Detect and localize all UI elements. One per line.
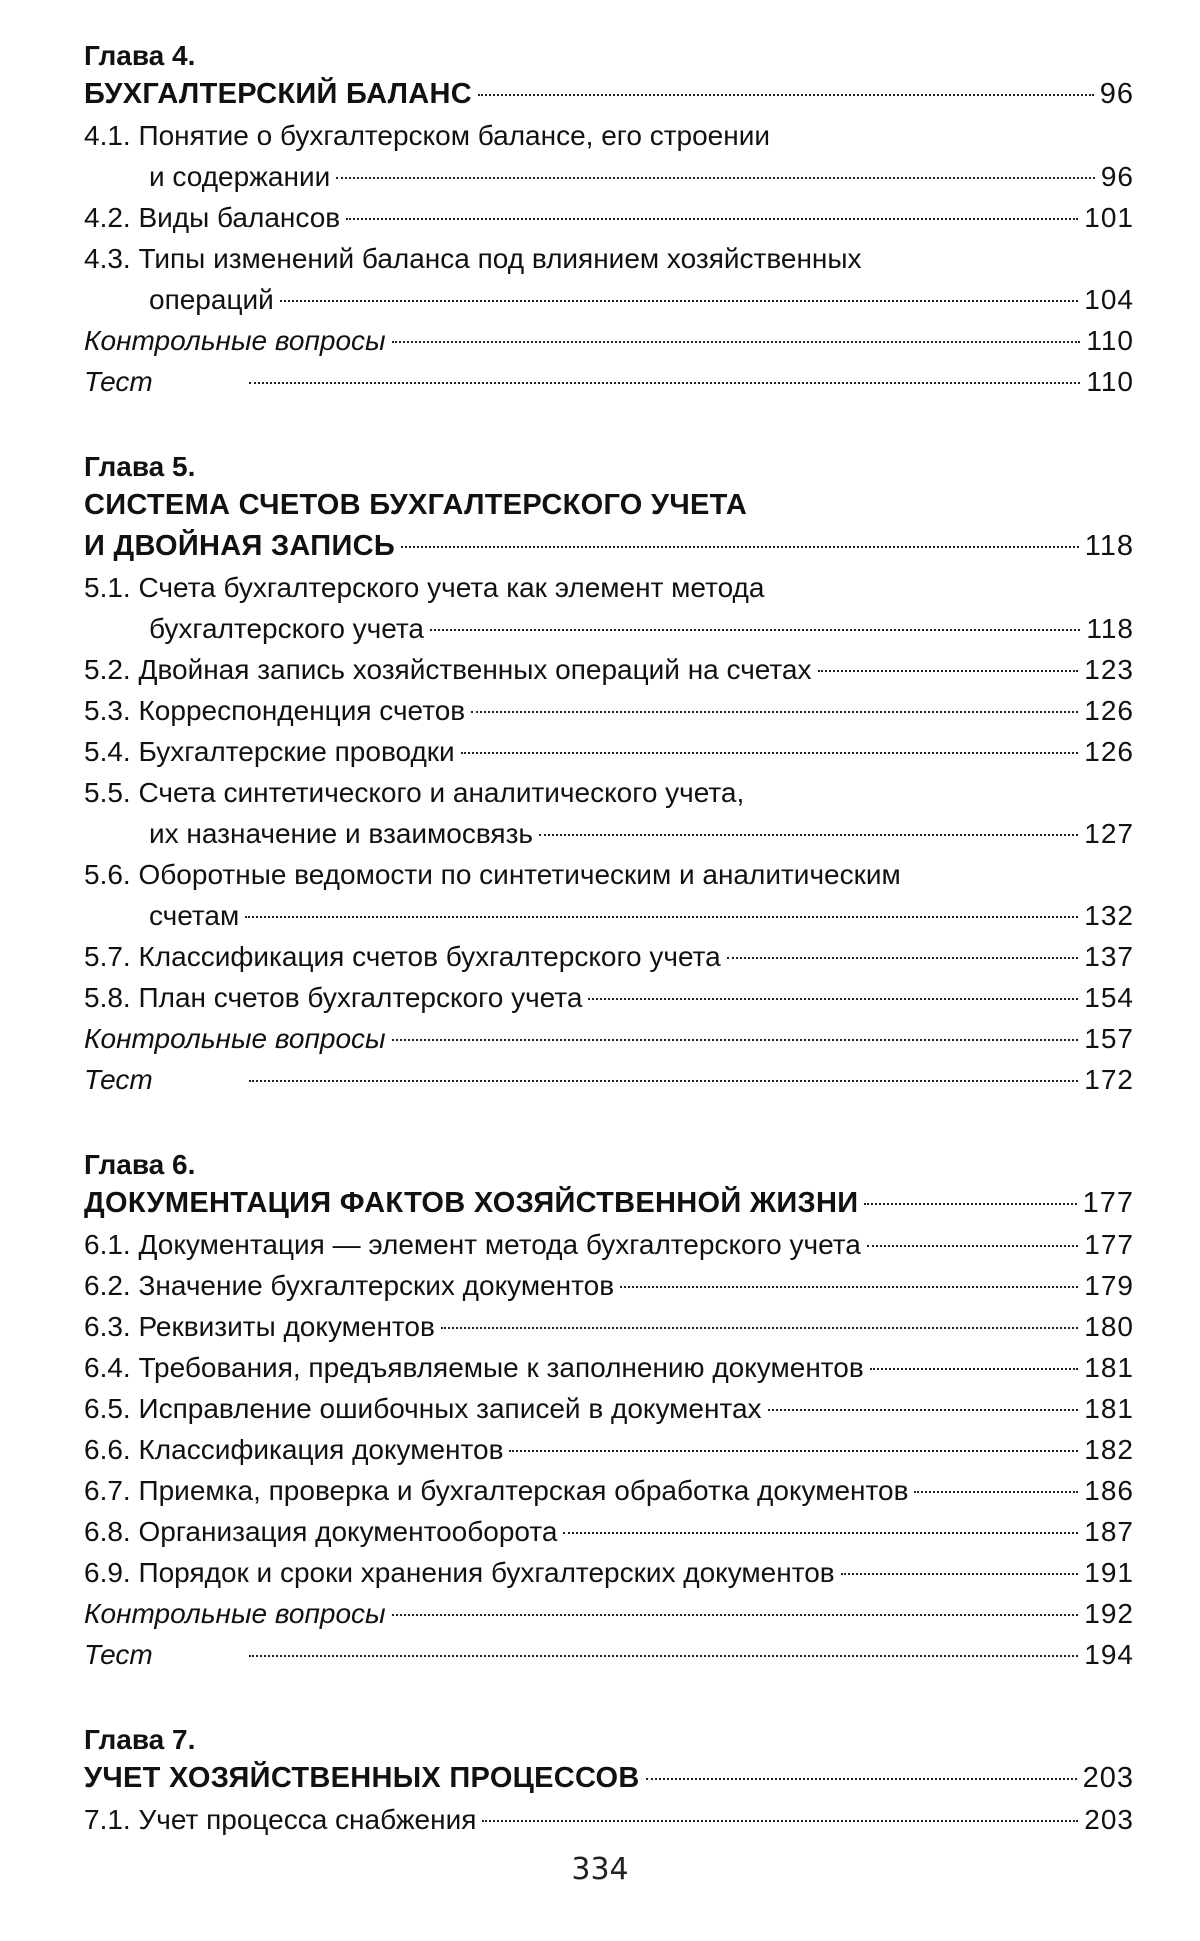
toc-entry-line: 5.5. Счета синтетического и аналитического учета, [84, 777, 745, 808]
toc-entry-page-number: 203 [1084, 1804, 1134, 1835]
toc-entry-page-number: 181 [1084, 1393, 1134, 1424]
toc-entry-page-number: 126 [1084, 736, 1134, 767]
toc-entry [84, 1018, 1134, 1059]
toc-entry-page-number: 191 [1084, 1557, 1134, 1588]
toc-entry-text: счетам [149, 900, 240, 931]
toc-entry-page-number: 187 [1084, 1516, 1134, 1547]
toc-entry-text: 6.9. Порядок и сроки хранения бухгалтерских документов [84, 1557, 835, 1588]
dot-leader [471, 711, 1078, 713]
toc-entry [84, 1429, 1134, 1470]
toc-entry-line: 4.1. Понятие о бухгалтерском балансе, его строении [84, 120, 770, 151]
toc-entry-text: Контрольные вопросы [84, 325, 386, 356]
chapter-title-page-number: 96 [1099, 78, 1134, 110]
toc-entry-text: Тест [84, 1064, 153, 1095]
toc-entry [84, 361, 1134, 402]
chapter-title-text: И ДВОЙНАЯ ЗАПИСЬ [84, 530, 395, 562]
toc-entry-page-number: 181 [1084, 1352, 1134, 1383]
toc-entry-page-number: 123 [1084, 654, 1134, 685]
dot-leader [346, 218, 1078, 220]
dot-leader [841, 1573, 1079, 1575]
chapter-title [84, 1758, 1134, 1799]
toc-entry-text: 6.4. Требования, предъявляемые к заполнению документов [84, 1352, 864, 1383]
dot-leader [509, 1450, 1078, 1452]
toc-entry-text: 6.6. Классификация документов [84, 1434, 504, 1465]
toc-entry-text: 5.8. План счетов бухгалтерского учета [84, 982, 583, 1013]
toc-entry-text: Тест [84, 366, 153, 397]
dot-leader [482, 1820, 1078, 1822]
toc-entry-page-number: 110 [1086, 325, 1134, 356]
toc-entry-text: Контрольные вопросы [84, 1023, 386, 1054]
chapter-section [84, 1722, 1134, 1840]
toc-entry-page-number: 172 [1084, 1064, 1134, 1095]
toc-entry [84, 1799, 1134, 1840]
dot-leader [539, 834, 1078, 836]
toc-entry-text: 5.3. Корреспонденция счетов [84, 695, 466, 726]
toc-entry-text: 6.5. Исправление ошибочных записей в документах [84, 1393, 762, 1424]
toc-entry-text: 6.8. Организация документооборота [84, 1516, 558, 1547]
dot-leader [280, 300, 1079, 302]
dot-leader [392, 1614, 1079, 1616]
dot-leader [867, 1245, 1078, 1247]
toc-entry-line: 5.1. Счета бухгалтерского учета как элемент метода [84, 572, 765, 603]
chapter-section [84, 38, 1134, 402]
toc-entry [84, 156, 1134, 197]
dot-leader [727, 957, 1079, 959]
dot-leader [563, 1532, 1078, 1534]
toc-entry [84, 1306, 1134, 1347]
toc-entry-text: 6.7. Приемка, проверка и бухгалтерская обработка документов [84, 1475, 909, 1506]
chapter-title-text: БУХГАЛТЕРСКИЙ БАЛАНС [84, 78, 473, 110]
chapter-label: Глава 6. [84, 1149, 196, 1180]
toc-entry [84, 649, 1134, 690]
toc-entry [84, 1265, 1134, 1306]
toc-entry-page-number: 104 [1084, 284, 1134, 315]
dot-leader [401, 546, 1079, 548]
toc-entry-page-number: 194 [1084, 1639, 1134, 1670]
dot-leader [392, 341, 1081, 343]
toc-entry-text: 6.3. Реквизиты документов [84, 1311, 435, 1342]
toc-entry-page-number: 126 [1084, 695, 1134, 726]
toc-entry [84, 1511, 1134, 1552]
dot-leader [249, 1080, 1079, 1082]
toc-entry-text: 6.2. Значение бухгалтерских документов [84, 1270, 615, 1301]
chapter-title-line: СИСТЕМА СЧЕТОВ БУХГАЛТЕРСКОГО УЧЕТА [84, 489, 748, 521]
toc-entry-text: 6.1. Документация — элемент метода бухгалтерского учета [84, 1229, 861, 1260]
chapter-title-page-number: 177 [1082, 1187, 1134, 1219]
dot-leader [249, 1655, 1079, 1657]
chapter-title-text: ДОКУМЕНТАЦИЯ ФАКТОВ ХОЗЯЙСТВЕННОЙ ЖИЗНИ [84, 1187, 859, 1219]
toc-entry-text: 5.2. Двойная запись хозяйственных операций на счетах [84, 654, 812, 685]
dot-leader [478, 94, 1094, 96]
toc-entry-page-number: 180 [1084, 1311, 1134, 1342]
chapter-title-page-number: 203 [1082, 1762, 1134, 1794]
toc-entry-page-number: 101 [1084, 202, 1134, 233]
toc-entry [84, 1388, 1134, 1429]
toc-entry-page-number: 157 [1084, 1023, 1134, 1054]
toc-entry [84, 1347, 1134, 1388]
dot-leader [768, 1409, 1079, 1411]
toc-entry-page-number: 186 [1084, 1475, 1134, 1506]
toc-entry [84, 1552, 1134, 1593]
dot-leader [249, 382, 1081, 384]
chapter-title [84, 526, 1134, 567]
dot-leader [588, 998, 1078, 1000]
chapter-title-page-number: 118 [1084, 530, 1134, 562]
chapter-label: Глава 4. [84, 40, 196, 71]
toc-entry-text: 5.7. Классификация счетов бухгалтерского учета [84, 941, 721, 972]
chapter-section [84, 1147, 1134, 1675]
toc-entry [84, 320, 1134, 361]
toc-entry [84, 279, 1134, 320]
chapter-label: Глава 5. [84, 451, 196, 482]
toc-entry-text: 5.4. Бухгалтерские проводки [84, 736, 455, 767]
toc-entry-page-number: 154 [1084, 982, 1134, 1013]
toc-entry-page-number: 118 [1086, 613, 1134, 644]
chapter-section [84, 449, 1134, 1100]
chapter-label: Глава 7. [84, 1724, 196, 1755]
dot-leader [430, 629, 1080, 631]
toc-entry-page-number: 127 [1084, 818, 1134, 849]
toc-entry-text: и содержании [149, 161, 331, 192]
dot-leader [870, 1368, 1079, 1370]
toc-entry-text: Контрольные вопросы [84, 1598, 386, 1629]
toc-entry [84, 1470, 1134, 1511]
dot-leader [646, 1778, 1077, 1780]
toc-entry-line: 5.6. Оборотные ведомости по синтетическим и аналитическим [84, 859, 901, 890]
toc-entry [84, 895, 1134, 936]
toc-entry [84, 690, 1134, 731]
toc-entry-text: 7.1. Учет процесса снабжения [84, 1804, 477, 1835]
chapter-title [84, 1183, 1134, 1224]
toc-entry [84, 813, 1134, 854]
toc-entry-page-number: 192 [1084, 1598, 1134, 1629]
page-number: 334 [571, 1852, 629, 1887]
dot-leader [461, 752, 1079, 754]
toc-entry-page-number: 177 [1084, 1229, 1134, 1260]
chapter-title [84, 74, 1134, 115]
toc-entry [84, 197, 1134, 238]
toc-entry-page-number: 182 [1084, 1434, 1134, 1465]
toc-entry-text: бухгалтерского учета [149, 613, 424, 644]
chapter-title-text: УЧЕТ ХОЗЯЙСТВЕННЫХ ПРОЦЕССОВ [84, 1762, 640, 1794]
toc-entry [84, 731, 1134, 772]
dot-leader [864, 1203, 1076, 1205]
dot-leader [620, 1286, 1078, 1288]
toc-entry [84, 1593, 1134, 1634]
toc-entry [84, 1224, 1134, 1265]
toc-entry-text: 4.2. Виды балансов [84, 202, 341, 233]
dot-leader [441, 1327, 1078, 1329]
toc-entry-page-number: 132 [1084, 900, 1134, 931]
toc-entry-text: операций [149, 284, 274, 315]
toc-entry [84, 936, 1134, 977]
toc-entry [84, 1634, 1134, 1675]
table-of-contents [84, 38, 1134, 1887]
dot-leader [245, 916, 1078, 918]
toc-entry-page-number: 137 [1084, 941, 1134, 972]
dot-leader [818, 670, 1079, 672]
toc-entry-page-number: 110 [1086, 366, 1134, 397]
toc-entry-page-number: 96 [1100, 161, 1134, 192]
dot-leader [336, 177, 1095, 179]
toc-entry [84, 608, 1134, 649]
toc-entry-text: Тест [84, 1639, 153, 1670]
dot-leader [914, 1491, 1078, 1493]
toc-entry-page-number: 179 [1084, 1270, 1134, 1301]
toc-entry [84, 1059, 1134, 1100]
toc-entry [84, 977, 1134, 1018]
dot-leader [392, 1039, 1079, 1041]
toc-entry-line: 4.3. Типы изменений баланса под влиянием хозяйственных [84, 243, 862, 274]
toc-entry-text: их назначение и взаимосвязь [149, 818, 534, 849]
